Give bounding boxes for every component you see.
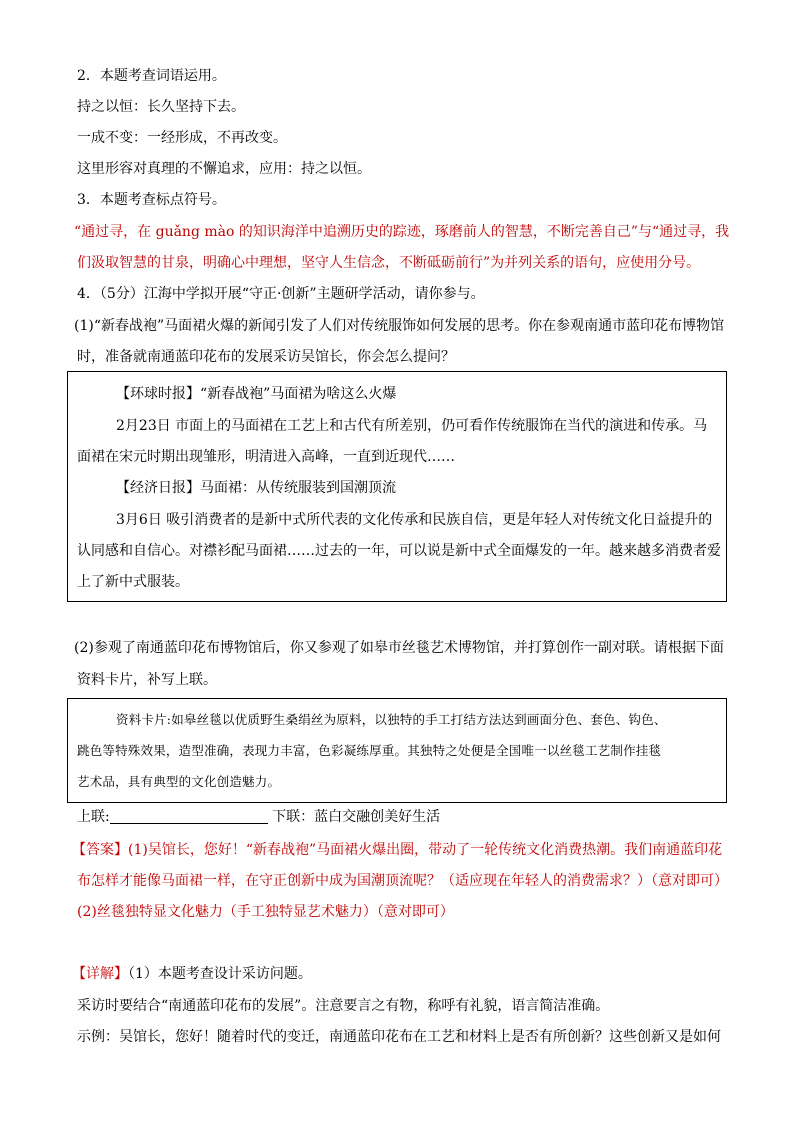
s3-heading: 3．本题考查标点符号。	[77, 192, 226, 208]
news-body-1-line-1: 2月23日 市面上的马面裙在工艺上和古代有所差别，仍可看作传统服饰在当代的演进和传承。马	[116, 418, 708, 434]
answer-line-3: (2)丝毯独特显文化魅力（手工独特显艺术魅力）（意对即可）	[77, 904, 454, 920]
s3-line-1: “通过寻，在 guǎng mào 的知识海洋中追溯历史的踪迹，琢磨前人的智慧，不断完善自己”与“通过寻，我	[74, 224, 730, 240]
answer-line-1	[72, 840, 722, 860]
q4-heading: 4．（5分）江海中学拟开展“守正·创新”主题研学活动，请你参与。	[77, 286, 485, 302]
detail-tag: 【详解】	[72, 966, 128, 982]
news-body-1-line-2: 面裙在宋元时期出现雏形，明清进入高峰，一直到近现代……	[77, 449, 455, 465]
answer-line-2: 布怎样才能像马面裙一样，在守正创新中成为国潮顶流呢？（适应现在年轻人的消费需求？）（意对即可）	[77, 873, 728, 889]
s2-line-3: 这里形容对真理的不懈追求，应用：持之以恒。	[77, 161, 371, 177]
material-card-line-2: 跳色等特殊效果，造型准确，表现力丰富，色彩凝练厚重。其独特之处便是全国唯一以丝毯工艺制作挂毯	[77, 743, 662, 758]
s2-heading: 2．本题考查词语运用。	[77, 68, 226, 84]
s2-line-2: 一成不变：一经形成，不再改变。	[77, 130, 287, 146]
detail-heading	[72, 964, 312, 984]
detail-heading-text: （1）本题考查设计采访问题。	[128, 966, 312, 982]
news-heading-1: 【环球时报】“新春战袍”马面裙为啥这么火爆	[116, 386, 397, 402]
q4-part1-line-2: 时，准备就南通蓝印花布的发展采访吴馆长，你会怎么提问？	[77, 349, 455, 365]
material-card-line-1: 资料卡片:如皋丝毯以优质野生桑绢丝为原料，以独特的手工打结方法达到画面分色、套色、钩色、	[116, 712, 667, 727]
s3-line-2: 们汲取智慧的甘泉，明确心中理想，坚守人生信念，不断砥砺前行”为并列关系的语句，应使用分号。	[77, 255, 701, 271]
q4-part2-line-2: 资料卡片，补写上联。	[77, 672, 217, 688]
news-body-2-line-2: 认同感和自信心。对襟衫配马面裙……过去的一年，可以说是新中式全面爆发的一年。越来越多消费者爱	[77, 543, 721, 559]
news-body-2-line-3: 上了新中式服装。	[77, 574, 189, 590]
couplet-blank[interactable]	[110, 809, 268, 824]
material-card-line-3: 艺术品，具有典型的文化创造魅力。	[77, 774, 281, 789]
news-body-2-line-1: 3月6日 吸引消费者的是新中式所代表的文化传承和民族自信，更是年轻人对传统文化日益提升的	[116, 512, 713, 528]
news-heading-2: 【经济日报】马面裙：从传统服装到国潮顶流	[116, 480, 396, 496]
couplet-upper-label: 上联:	[77, 809, 110, 825]
couplet-row	[77, 807, 440, 827]
couplet-lower: 下联：蓝白交融创美好生活	[272, 809, 441, 825]
q4-part1-line-1: (1)“新春战袍”马面裙火爆的新闻引发了人们对传统服饰如何发展的思考。你在参观南通市蓝印花布博物馆	[74, 318, 725, 334]
q4-part2-line-1: (2)参观了南通蓝印花布博物馆后，你又参观了如皋市丝毯艺术博物馆，并打算创作一副对联。请根据下面	[74, 640, 724, 656]
answer-tag: 【答案】	[72, 842, 128, 858]
detail-line-2: 示例：吴馆长，您好！随着时代的变迁，南通蓝印花布在工艺和材料上是否有所创新？这些创新又是如何	[77, 1029, 721, 1045]
s2-line-1: 持之以恒：长久坚持下去。	[77, 99, 245, 115]
detail-line-1: 采访时要结合“南通蓝印花布的发展”。注意要言之有物，称呼有礼貌，语言简洁准确。	[77, 998, 610, 1014]
answer-text-1: (1)吴馆长，您好！“新春战袍”马面裙火爆出圈，带动了一轮传统文化消费热潮。我们南通蓝印花	[128, 842, 723, 858]
